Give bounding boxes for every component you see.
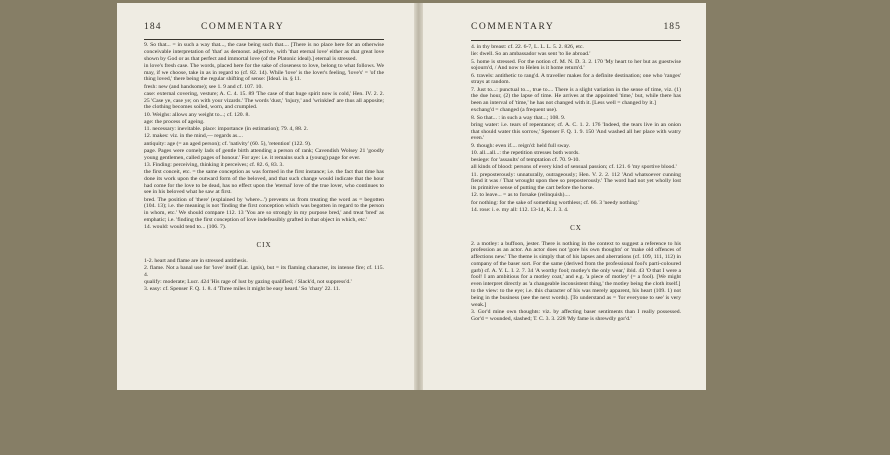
open-book [117,3,706,390]
commentary-entry: case: external covering, vesture; A. C. 4. 15. 89 'The case of that huge spirit now is cold,' Hen. IV. 2. 2. 25 'Case ye, case ye; on with your vizards.' The words 'dust,' 'injury,' and 'wrinkled' are thus all apposite; the clothing becomes soiled, worn, and crumpled. [144,90,384,111]
commentary-entry: in love's fresh case. The words, placed here for the sake of closeness to love, belong to what follows. We may, if we choose, take in as in regard to (cf. 82. 14). While 'love' is the lover's feeling, 'love's' = 'of the thing loved,' there being the regular shifting of sense: [Ideal. in. § 11. [144,62,384,83]
commentary-entry: 2. flame. Not a banal use for 'love' itself (Lat. ignis), but = its flaming character, its intense fire; cf. 115. 4. [144,265,384,278]
commentary-entry: fresh: new (and handsome); see 1. 9 and cf. 107. 10. [144,83,263,90]
commentary-entry: 13. Finding: perceiving, thinking it perceives; cf. 82. 6, 83. 3. [144,161,284,168]
left-running-header [144,24,384,36]
left-page [117,3,414,390]
right-page-body [471,44,681,323]
commentary-entry: 14. rose: i. e. my all: 112. 13-14, K. J. 3. 4. [471,206,569,213]
right-running-head-title: COMMENTARY [471,22,555,32]
commentary-entry: 12. makes: viz. in the mind,— regards as.... [144,133,243,140]
right-running-header [471,24,681,36]
right-section-heading: CX [570,223,582,232]
commentary-entry: 11. preposterously: unnaturally, outrageously; Hen. V. 2. 2. 112 'And whatsoever cunning fiend it was / That wrought upon thee so preposterously.' The word had not yet wholly lost its primitive sense of putting the cart before the horse. [471,171,681,191]
commentary-entry: 2. a motley: a buffoon, jester. There is nothing in the context to suggest a reference to his profession as an actor. An actor does not 'gore his own thoughts' or 'make old offences of affections new.' The theme is simply that of his lapses and aberrations (cf. 109, 111, 112) in company of the baser sort. For the same (derived from the professional fool's parti-coloured garb) cf. A. Y. L. I. 2. 7. 34 'A worthy fool; motley's the only wear,' ibid. 43 'O that I were a fool! I am ambitious for a motley coat,' and e.g. 'a piece of motley' (= a fool). [We might even interpret directly as 'a changeable inconsistent thing,' the motley being the cloth itself.] [471,240,681,287]
commentary-entry: age: the process of ageing. [144,118,205,125]
commentary-entry: bring water: i.e. tears of repentance; cf. A. C. 1. 2. 176 'Indeed, the tears live in an onion that should water this sorrow,' Spenser F. Q. 1. 9. 150 'And washed all her place with watry even.' [471,121,681,142]
book-gutter [414,3,423,390]
left-running-head-title: COMMENTARY [201,22,285,32]
commentary-entry: 4. in thy breast: cf. 22. 6-7, L. L. L. 5. 2. 826, etc. [471,44,584,50]
commentary-entry: antiquity: age (= an aged person); cf. 'nativity' (60. 5), 'retention' (122. 9). [144,140,312,147]
commentary-entry: qualify: moderate; Lucr. 424 'His rage of lust by gazing qualified; / Slack'd, not suppress'd.' [144,279,352,285]
commentary-entry: 7. Just to...: punctual to..., true to.... There is a slight variation in the sense of time, viz. (1) the due hour, (2) the lapse of time. He arrives at the appointed 'time,' but, while there has been an interval of 'time,' he has not changed with it. [Less well = changed by it.] [471,86,681,106]
commentary-entry: 8. So that... : in such a way that...; 108. 9. [471,114,566,121]
commentary-entry: bred. The position of 'there' (explained by 'where...') prevents us from treating the word as = begotten (104. 13); i.e. the meaning is not 'finding the first conception which was begotten in regard to the person in whom, etc.' We should compare 112. 13 'You are so strongly in my purpose bred,' and treat 'bred' as emphatic; i.e. 'finding the first conception of love indefeasibly grafted in that object in which, etc.' [144,196,384,223]
commentary-entry: 14. would: would tend to... (106. 7). [144,224,227,230]
right-page [423,3,706,390]
commentary-entry: to the view: to the eye; i.e. this character of his was merely apparent, his heart (109. 1) not being in the business (see the next words). [To understand as = 'for everyone to see' is very weak.] [471,288,681,308]
commentary-entry: the first conceit, etc. = the same conception as was formed in the first instance; i.e. the fact that time has done its work upon the outward form of the beloved, and that such change would indicate that the hour had come for the love to be dead, has no effect upon the 'eternal' love of the true lover, who continues to see in his beloved what he saw at first. [144,169,384,196]
commentary-entry: 9. So that... = in such a way that..., the case being such that.... [There is no place here for an otherwise conceivable interpretation of 'that' as demonst. adjective, with 'that eternal love' either as that great love shown by God or as that perfect and immortal love (of the Platonic ideal).] eternal is stressed. [144,42,384,62]
right-entries-bottom [471,241,681,323]
commentary-entry: 6. travels: antithetic to rang'd. A traveller makes for a definite destination; one who 'ranges' strays at random. [471,72,681,86]
commentary-entry: 10. all...all...: the repetition stresses both words. [471,149,580,156]
left-page-body [144,42,384,294]
left-section-heading: CIX [256,240,272,249]
commentary-entry: exchang'd = changed (a frequent use). [471,107,558,114]
commentary-entry: 1-2. heart and flame are in stressed antithesis. [144,257,248,264]
commentary-entry: for nothing: for the sake of something worthless; cf. 66. 3 'needy nothing.' [471,199,640,206]
right-header-rule [471,40,681,41]
commentary-entry: all kinds of blood: persons of every kind of sensual passion; cf. 121. 6 'my sportive blood.' [471,164,677,171]
commentary-entry: 12. to leave... = as to forsake (relinquish).... [471,192,571,199]
commentary-entry: lie: dwell. So an ambassador was sent 'to lie abroad.' [471,51,591,58]
right-page-number: 185 [663,22,681,32]
commentary-entry: 11. necessary: inevitable. place: importance (in estimation); 79. 4, 88. 2. [144,126,309,132]
left-header-rule [144,39,384,40]
commentary-entry: besiege: for 'assaults' of temptation cf. 70. 9-10. [471,157,580,163]
right-entries-top [471,44,681,214]
commentary-entry: 3. easy: cf. Spenser F. Q. 1. 8. 4 'Three miles it might be easy heard.' So 'chary' 22. 11. [144,286,341,293]
left-page-number: 184 [144,22,162,32]
commentary-entry: 10. Weighs: allows any weight to...; cf. 120. 8. [144,111,250,118]
commentary-entry: 3. Gor'd mine own thoughts: viz. by affecting baser sentiments than I really possessed. Gor'd = wounded, slashed; T. C. 3. 3. 228 'My fame is shrewdly gor'd.' [471,309,681,322]
left-entries-top [144,42,384,231]
commentary-entry: 9. though: even if.... reign'd: held full sway. [471,142,571,149]
commentary-entry: page. Pages were comely lads of gentle birth attending a person of rank; Cavendish Wolsey 21 'goodly young gentlemen, called pages of honour.' For aye: i.e. it remains such a (young) page for ever. [144,147,384,161]
left-entries-bottom [144,258,384,293]
commentary-entry: 5. home is stressed. For the notion cf. M. N. D. 3. 2. 170 'My heart to her but as guestwise sojourn'd, / And now to Helen is it home return'd.' [471,58,681,72]
